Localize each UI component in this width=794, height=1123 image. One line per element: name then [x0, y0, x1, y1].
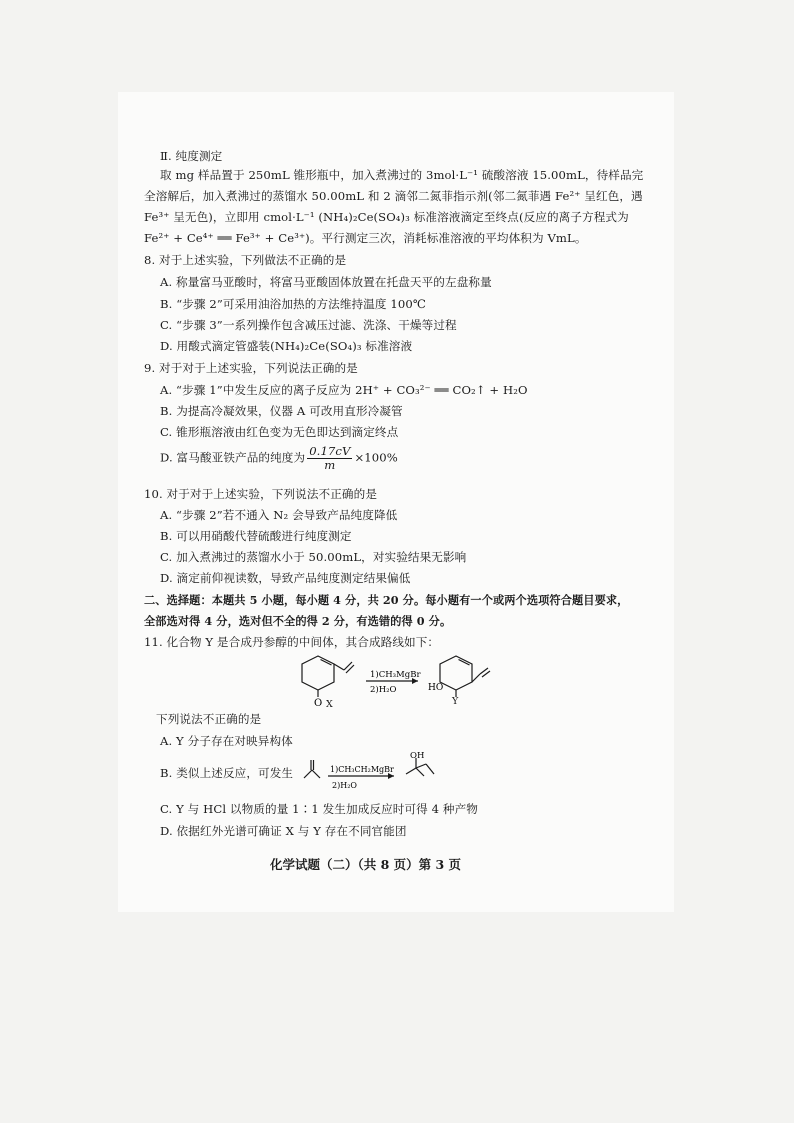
- question-11-option-d: D. 依据红外光谱可确证 X 与 Y 存在不同官能团: [160, 824, 407, 838]
- purity-fraction-denominator: m: [324, 458, 336, 472]
- page-footer: 化学试题（二）（共 8 页）第 3 页: [270, 857, 462, 872]
- question-10-stem: 10. 对于对于上述实验，下列说法不正确的是: [144, 487, 378, 501]
- question-10-option-a: A. “步骤 2”若不通入 N₂ 会导致产品纯度降低: [160, 508, 398, 522]
- purity-paragraph-line-1: 取 mg 样品置于 250mL 锥形瓶中，加入煮沸过的 3mol·L⁻¹ 硫酸溶液 15.00mL，待样品完: [160, 168, 644, 182]
- question-8-option-d: D. 用酸式滴定管盛装(NH₄)₂Ce(SO₄)₃ 标准溶液: [160, 339, 413, 353]
- question-8-stem: 8. 对于上述实验，下列做法不正确的是: [144, 253, 347, 267]
- compound-y-label: Y: [452, 696, 459, 707]
- compound-y-structure: [440, 656, 490, 697]
- option-b-scheme: [298, 750, 518, 796]
- question-9-option-c: C. 锥形瓶溶液由红色变为无色即达到滴定终点: [160, 425, 399, 439]
- option-b-reagent-1: 1)CH₃CH₂MgBr: [330, 765, 394, 774]
- question-9-option-b: B. 为提高冷凝效果，仪器 A 可改用直形冷凝管: [160, 404, 403, 418]
- question-9-option-a: A. “步骤 1”中发生反应的离子反应为 2H⁺ + CO₃²⁻ ══ CO₂↑ + H₂O: [160, 383, 528, 397]
- option-b-reagent-2: 2)H₂O: [332, 781, 357, 790]
- compound-x-structure: [302, 656, 354, 697]
- question-10-option-d: D. 滴定前仰视读数，导致产品纯度测定结果偏低: [160, 571, 411, 585]
- section-2-heading-line-1: 二、选择题：本题共 5 小题，每小题 4 分，共 20 分。每小题有一个或两个选项符合题目要求，: [144, 593, 629, 607]
- question-8-option-b: B. “步骤 2”可采用油浴加热的方法维持温度 100℃: [160, 297, 426, 311]
- question-11-sub-stem: 下列说法不正确的是: [156, 712, 262, 726]
- question-10-option-b: B. 可以用硝酸代替硫酸进行纯度测定: [160, 529, 352, 543]
- question-9-option-d-prefix: D. 富马酸亚铁产品的纯度为: [160, 450, 306, 465]
- option-b-oh-label: OH: [410, 751, 425, 761]
- question-8-option-a: A. 称量富马亚酸时，将富马亚酸固体放置在托盘天平的左盘称量: [160, 275, 492, 289]
- section-purity-heading: Ⅱ. 纯度测定: [160, 149, 223, 163]
- acetone-structure: [304, 760, 320, 778]
- question-9-option-d-suffix: ×100%: [354, 450, 398, 465]
- question-11-stem: 11. 化合物 Y 是合成丹参醇的中间体，其合成路线如下：: [144, 635, 440, 649]
- question-8-option-c: C. “步骤 3”一系列操作包含减压过滤、洗涤、干燥等过程: [160, 318, 457, 332]
- hydroxyl-label: HO: [428, 683, 444, 693]
- reagent-2: 2)H₂O: [370, 685, 397, 695]
- reagent-1: 1)CH₃MgBr: [370, 670, 421, 680]
- section-2-heading-line-2: 全部选对得 4 分，选对但不全的得 2 分，有选错的得 0 分。: [144, 614, 452, 628]
- purity-paragraph-line-2: 全溶解后，加入煮沸过的蒸馏水 50.00mL 和 2 滴邻二氮菲指示剂(邻二氮菲遇 Fe²⁺ 呈红色，遇: [144, 189, 643, 203]
- question-10-option-c: C. 加入煮沸过的蒸馏水小于 50.00mL，对实验结果无影响: [160, 550, 467, 564]
- question-9-option-d: [160, 445, 398, 472]
- question-11-option-a: A. Y 分子存在对映异构体: [160, 734, 293, 748]
- question-9-stem: 9. 对于对于上述实验，下列说法正确的是: [144, 361, 358, 375]
- question-11-option-c: C. Y 与 HCl 以物质的量 1∶1 发生加成反应时可得 4 种产物: [160, 802, 478, 816]
- reaction-scheme: [290, 650, 520, 712]
- purity-paragraph-line-3: Fe³⁺ 呈无色)，立即用 cmol·L⁻¹ (NH₄)₂Ce(SO₄)₃ 标准溶液滴定至终点(反应的离子方程式为: [144, 210, 629, 224]
- purity-paragraph-line-4: Fe²⁺ + Ce⁴⁺ ══ Fe³⁺ + Ce³⁺)。平行测定三次，消耗标准溶液的平均体积为 VmL。: [144, 231, 587, 245]
- purity-fraction: [307, 445, 352, 472]
- question-11-option-b: B. 类似上述反应，可发生: [160, 766, 294, 780]
- carbonyl-o-label: O: [314, 698, 323, 709]
- compound-x-label: X: [326, 699, 333, 710]
- purity-fraction-numerator: 0.17cV: [309, 444, 351, 458]
